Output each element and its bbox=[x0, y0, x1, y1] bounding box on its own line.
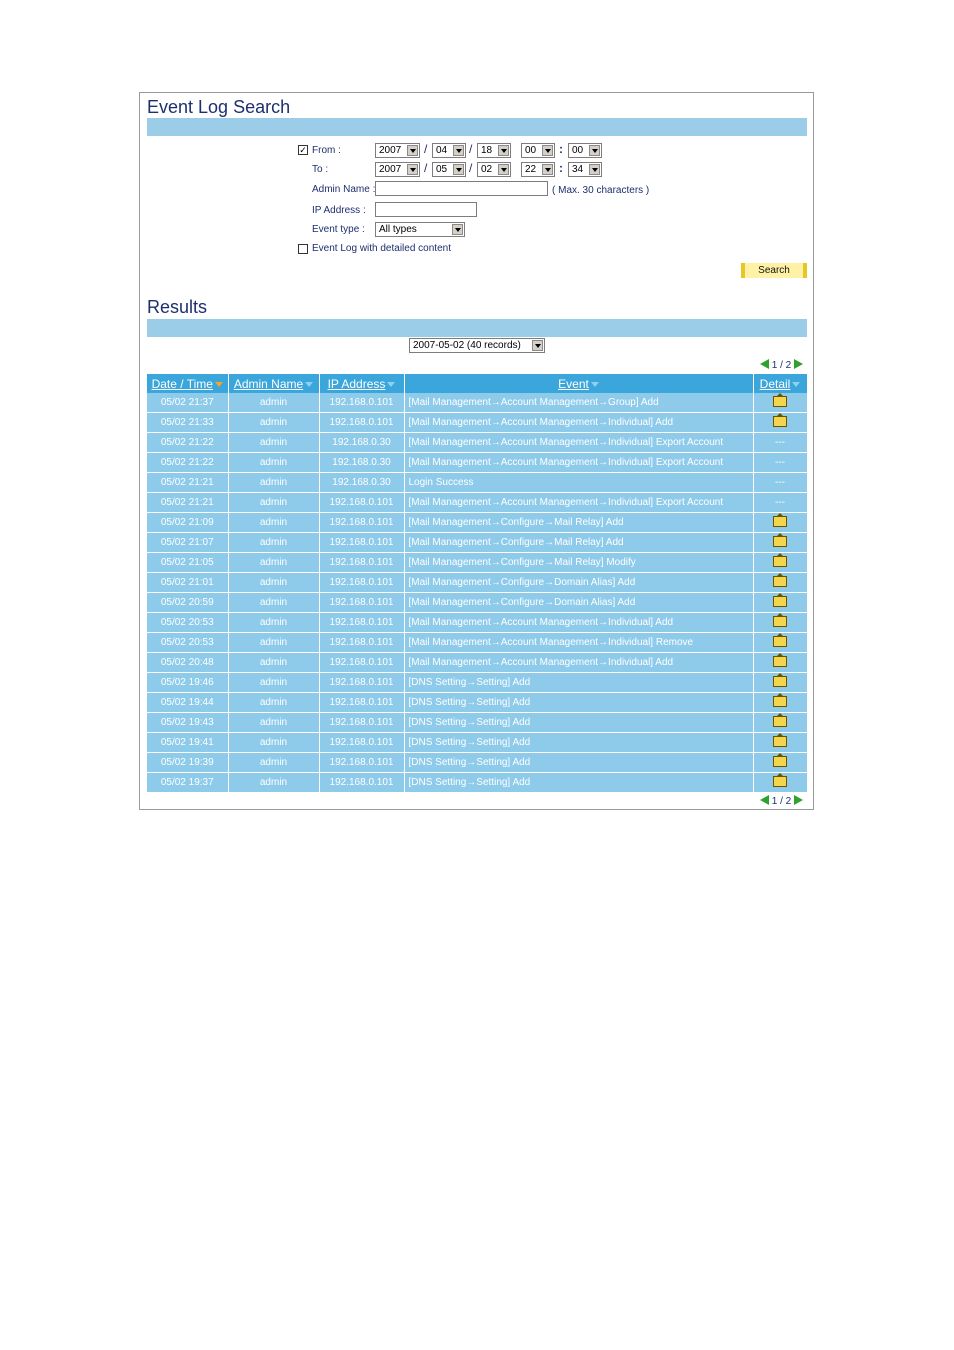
row-admin-name: admin bbox=[228, 493, 319, 513]
date-sep: / bbox=[469, 161, 473, 175]
date-sep: / bbox=[424, 161, 428, 175]
row-admin-name: admin bbox=[228, 533, 319, 553]
date-records-select[interactable]: 2007-05-02 (40 records) bbox=[409, 338, 545, 353]
row-date-time: 05/02 19:46 bbox=[147, 673, 228, 693]
detail-folder-icon[interactable] bbox=[773, 696, 787, 707]
row-ip-address: 192.168.0.101 bbox=[319, 693, 404, 713]
detail-folder-icon[interactable] bbox=[773, 636, 787, 647]
event-type-label: Event type : bbox=[312, 224, 365, 235]
admin-name-label: Admin Name : bbox=[312, 184, 376, 195]
row-detail[interactable] bbox=[753, 533, 807, 553]
results-bar bbox=[147, 319, 807, 337]
to-day-select[interactable]: 02 bbox=[477, 162, 511, 177]
ip-address-label: IP Address : bbox=[312, 205, 366, 216]
date-sep: / bbox=[424, 142, 428, 156]
row-ip-address: 192.168.0.30 bbox=[319, 473, 404, 493]
row-date-time: 05/02 21:21 bbox=[147, 473, 228, 493]
from-month-select[interactable]: 04 bbox=[432, 143, 466, 158]
row-event: [Mail Management→Configure→Mail Relay] Add bbox=[404, 533, 753, 553]
page-indicator: 1 / 2 bbox=[771, 796, 792, 807]
table-row bbox=[147, 613, 807, 633]
row-date-time: 05/02 20:53 bbox=[147, 613, 228, 633]
results-title: Results bbox=[147, 297, 208, 317]
admin-name-hint: ( Max. 30 characters ) bbox=[552, 185, 650, 196]
row-admin-name: admin bbox=[228, 753, 319, 773]
row-admin-name: admin bbox=[228, 653, 319, 673]
column-ip-address[interactable]: IP Address bbox=[319, 374, 404, 393]
row-detail[interactable] bbox=[753, 573, 807, 593]
row-event: [DNS Setting→Setting] Add bbox=[404, 713, 753, 733]
row-detail[interactable] bbox=[753, 593, 807, 613]
row-date-time: 05/02 20:48 bbox=[147, 653, 228, 673]
detail-folder-icon[interactable] bbox=[773, 536, 787, 547]
row-date-time: 05/02 21:21 bbox=[147, 493, 228, 513]
sort-indicator-icon bbox=[591, 382, 599, 387]
row-ip-address: 192.168.0.101 bbox=[319, 593, 404, 613]
event-log-panel bbox=[139, 92, 814, 810]
table-row bbox=[147, 753, 807, 773]
detail-folder-icon[interactable] bbox=[773, 756, 787, 767]
row-detail[interactable] bbox=[753, 693, 807, 713]
results-table bbox=[147, 374, 808, 793]
row-date-time: 05/02 21:22 bbox=[147, 433, 228, 453]
row-ip-address: 192.168.0.101 bbox=[319, 733, 404, 753]
column-event[interactable]: Event bbox=[404, 374, 753, 393]
to-hour-select[interactable]: 22 bbox=[521, 162, 555, 177]
row-admin-name: admin bbox=[228, 693, 319, 713]
from-day-select[interactable]: 18 bbox=[477, 143, 511, 158]
row-detail[interactable] bbox=[753, 653, 807, 673]
detail-folder-icon[interactable] bbox=[773, 396, 787, 407]
row-detail[interactable] bbox=[753, 613, 807, 633]
row-event: [Mail Management→Account Management→Individual] Add bbox=[404, 613, 753, 633]
row-ip-address: 192.168.0.30 bbox=[319, 453, 404, 473]
table-row bbox=[147, 633, 807, 653]
row-event: [Mail Management→Configure→Domain Alias] Add bbox=[404, 593, 753, 613]
row-event: [Mail Management→Account Management→Group] Add bbox=[404, 393, 753, 413]
detailed-content-label: Event Log with detailed content bbox=[312, 243, 451, 254]
row-ip-address: 192.168.0.101 bbox=[319, 653, 404, 673]
date-sep: / bbox=[469, 142, 473, 156]
row-date-time: 05/02 19:41 bbox=[147, 733, 228, 753]
table-row bbox=[147, 513, 807, 533]
row-event: Login Success bbox=[404, 473, 753, 493]
detail-folder-icon[interactable] bbox=[773, 736, 787, 747]
row-detail[interactable] bbox=[753, 773, 807, 793]
row-date-time: 05/02 19:44 bbox=[147, 693, 228, 713]
table-row bbox=[147, 713, 807, 733]
table-row bbox=[147, 473, 807, 493]
from-year-select[interactable]: 2007 bbox=[375, 143, 420, 158]
detail-folder-icon[interactable] bbox=[773, 516, 787, 527]
row-detail[interactable] bbox=[753, 713, 807, 733]
row-detail: --- bbox=[753, 493, 807, 513]
row-date-time: 05/02 20:59 bbox=[147, 593, 228, 613]
admin-name-input[interactable] bbox=[375, 181, 548, 196]
event-type-select[interactable]: All types bbox=[375, 222, 465, 237]
table-row bbox=[147, 433, 807, 453]
time-sep: : bbox=[559, 161, 563, 175]
row-date-time: 05/02 19:37 bbox=[147, 773, 228, 793]
row-event: [DNS Setting→Setting] Add bbox=[404, 693, 753, 713]
row-date-time: 05/02 21:22 bbox=[147, 453, 228, 473]
table-row bbox=[147, 553, 807, 573]
title-bar bbox=[147, 118, 807, 136]
row-date-time: 05/02 21:09 bbox=[147, 513, 228, 533]
table-row bbox=[147, 673, 807, 693]
row-date-time: 05/02 21:33 bbox=[147, 413, 228, 433]
row-event: [DNS Setting→Setting] Add bbox=[404, 773, 753, 793]
row-event: [Mail Management→Account Management→Individual] Add bbox=[404, 653, 753, 673]
row-admin-name: admin bbox=[228, 453, 319, 473]
row-event: [DNS Setting→Setting] Add bbox=[404, 733, 753, 753]
row-admin-name: admin bbox=[228, 433, 319, 453]
row-detail[interactable] bbox=[753, 753, 807, 773]
row-ip-address: 192.168.0.101 bbox=[319, 713, 404, 733]
detail-folder-icon[interactable] bbox=[773, 416, 787, 427]
detail-folder-icon[interactable] bbox=[773, 596, 787, 607]
row-ip-address: 192.168.0.101 bbox=[319, 753, 404, 773]
table-row bbox=[147, 573, 807, 593]
search-button[interactable]: Search bbox=[741, 263, 807, 278]
row-admin-name: admin bbox=[228, 473, 319, 493]
ip-address-input[interactable] bbox=[375, 202, 477, 217]
table-row bbox=[147, 773, 807, 793]
table-row bbox=[147, 733, 807, 753]
row-detail[interactable] bbox=[753, 633, 807, 653]
sort-indicator-icon bbox=[305, 382, 313, 387]
row-admin-name: admin bbox=[228, 413, 319, 433]
row-detail[interactable] bbox=[753, 413, 807, 433]
row-date-time: 05/02 21:37 bbox=[147, 393, 228, 413]
row-event: [Mail Management→Configure→Mail Relay] Add bbox=[404, 513, 753, 533]
row-event: [Mail Management→Account Management→Individual] Export Account bbox=[404, 453, 753, 473]
row-admin-name: admin bbox=[228, 613, 319, 633]
row-date-time: 05/02 20:53 bbox=[147, 633, 228, 653]
row-detail[interactable] bbox=[753, 733, 807, 753]
row-event: [Mail Management→Account Management→Individual] Add bbox=[404, 413, 753, 433]
row-event: [Mail Management→Configure→Mail Relay] Modify bbox=[404, 553, 753, 573]
table-row bbox=[147, 493, 807, 513]
page-indicator: 1 / 2 bbox=[771, 360, 792, 371]
from-minute-select[interactable]: 00 bbox=[568, 143, 602, 158]
column-admin-name[interactable]: Admin Name bbox=[228, 374, 319, 393]
detail-folder-icon[interactable] bbox=[773, 716, 787, 727]
row-ip-address: 192.168.0.101 bbox=[319, 573, 404, 593]
prev-page-arrow-icon[interactable] bbox=[760, 359, 769, 369]
next-page-arrow-icon[interactable] bbox=[794, 359, 803, 369]
row-event: [Mail Management→Configure→Domain Alias] Add bbox=[404, 573, 753, 593]
row-admin-name: admin bbox=[228, 673, 319, 693]
prev-page-arrow-icon[interactable] bbox=[760, 795, 769, 805]
table-row bbox=[147, 533, 807, 553]
row-detail[interactable] bbox=[753, 393, 807, 413]
row-ip-address: 192.168.0.101 bbox=[319, 493, 404, 513]
row-date-time: 05/02 21:07 bbox=[147, 533, 228, 553]
row-event: [DNS Setting→Setting] Add bbox=[404, 673, 753, 693]
row-ip-address: 192.168.0.30 bbox=[319, 433, 404, 453]
row-date-time: 05/02 19:43 bbox=[147, 713, 228, 733]
column-date-time[interactable]: Date / Time bbox=[147, 374, 228, 393]
row-detail[interactable] bbox=[753, 513, 807, 533]
row-ip-address: 192.168.0.101 bbox=[319, 633, 404, 653]
row-detail: --- bbox=[753, 453, 807, 473]
sort-indicator-icon bbox=[792, 382, 800, 387]
row-ip-address: 192.168.0.101 bbox=[319, 393, 404, 413]
detail-folder-icon[interactable] bbox=[773, 556, 787, 567]
row-ip-address: 192.168.0.101 bbox=[319, 613, 404, 633]
row-ip-address: 192.168.0.101 bbox=[319, 513, 404, 533]
detail-folder-icon[interactable] bbox=[773, 616, 787, 627]
row-event: [Mail Management→Account Management→Individual] Export Account bbox=[404, 493, 753, 513]
row-ip-address: 192.168.0.101 bbox=[319, 533, 404, 553]
row-detail: --- bbox=[753, 433, 807, 453]
row-admin-name: admin bbox=[228, 633, 319, 653]
from-checkbox[interactable]: ✓ bbox=[299, 145, 307, 155]
sort-indicator-icon bbox=[387, 382, 395, 387]
row-date-time: 05/02 19:39 bbox=[147, 753, 228, 773]
row-detail[interactable] bbox=[753, 553, 807, 573]
to-minute-select[interactable]: 34 bbox=[568, 162, 602, 177]
pager-bottom bbox=[760, 795, 803, 807]
page-title: Event Log Search bbox=[147, 97, 291, 117]
row-event: [Mail Management→Account Management→Individual] Remove bbox=[404, 633, 753, 653]
to-year-select[interactable]: 2007 bbox=[375, 162, 420, 177]
from-hour-select[interactable]: 00 bbox=[521, 143, 555, 158]
row-ip-address: 192.168.0.101 bbox=[319, 773, 404, 793]
detail-folder-icon[interactable] bbox=[773, 656, 787, 667]
row-detail[interactable] bbox=[753, 673, 807, 693]
row-admin-name: admin bbox=[228, 513, 319, 533]
detail-folder-icon[interactable] bbox=[773, 676, 787, 687]
row-ip-address: 192.168.0.101 bbox=[319, 553, 404, 573]
detail-folder-icon[interactable] bbox=[773, 576, 787, 587]
table-row bbox=[147, 393, 807, 413]
row-event: [Mail Management→Account Management→Individual] Export Account bbox=[404, 433, 753, 453]
table-row bbox=[147, 653, 807, 673]
row-date-time: 05/02 21:01 bbox=[147, 573, 228, 593]
to-month-select[interactable]: 05 bbox=[432, 162, 466, 177]
row-admin-name: admin bbox=[228, 553, 319, 573]
time-sep: : bbox=[559, 142, 563, 156]
row-admin-name: admin bbox=[228, 393, 319, 413]
row-ip-address: 192.168.0.101 bbox=[319, 413, 404, 433]
row-admin-name: admin bbox=[228, 573, 319, 593]
row-date-time: 05/02 21:05 bbox=[147, 553, 228, 573]
to-label: To : bbox=[312, 164, 329, 175]
from-label: From : bbox=[312, 145, 341, 156]
next-page-arrow-icon[interactable] bbox=[794, 795, 803, 805]
detailed-content-checkbox[interactable] bbox=[298, 244, 308, 254]
pager-top bbox=[760, 359, 803, 371]
row-ip-address: 192.168.0.101 bbox=[319, 673, 404, 693]
table-row bbox=[147, 413, 807, 433]
table-row bbox=[147, 693, 807, 713]
row-admin-name: admin bbox=[228, 733, 319, 753]
row-admin-name: admin bbox=[228, 593, 319, 613]
row-admin-name: admin bbox=[228, 713, 319, 733]
row-detail: --- bbox=[753, 473, 807, 493]
table-row bbox=[147, 593, 807, 613]
table-header-row bbox=[147, 374, 807, 393]
row-admin-name: admin bbox=[228, 773, 319, 793]
table-row bbox=[147, 453, 807, 473]
row-event: [DNS Setting→Setting] Add bbox=[404, 753, 753, 773]
detail-folder-icon[interactable] bbox=[773, 776, 787, 787]
sort-indicator-icon bbox=[215, 382, 223, 387]
column-detail[interactable]: Detail bbox=[753, 374, 807, 393]
